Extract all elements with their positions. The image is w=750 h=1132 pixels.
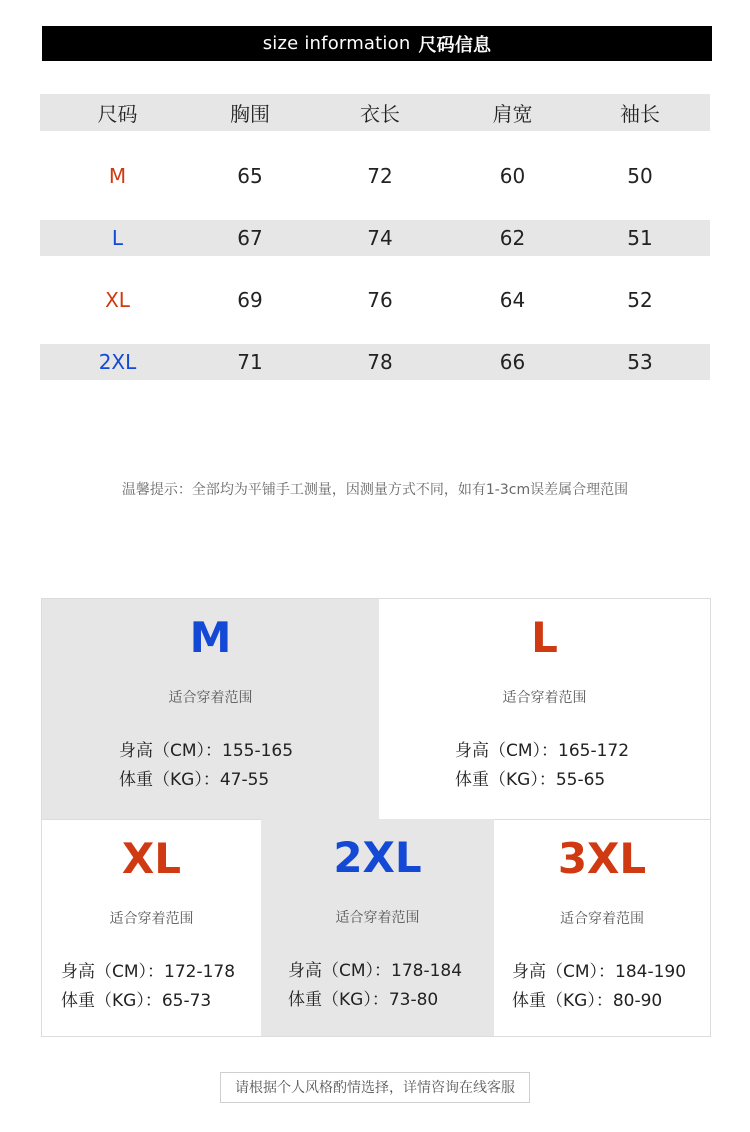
table-row <box>40 220 710 256</box>
table-row <box>40 282 710 318</box>
fit-card-height: 身高（CM）：184-190 <box>512 962 687 982</box>
fit-card-2xl <box>261 819 494 1036</box>
row-size: M <box>108 164 127 188</box>
fit-card-xl <box>42 819 261 1036</box>
fit-card-details <box>512 958 686 1016</box>
row-length: 78 <box>367 350 393 374</box>
footer-note: 请根据个人风格酌情选择，详情咨询在线客服 <box>220 1072 530 1103</box>
row-sleeve: 50 <box>627 164 653 188</box>
row-length: 74 <box>367 226 393 250</box>
fit-card-size: 3XL <box>557 834 647 883</box>
row-shoulder: 66 <box>499 350 526 374</box>
size-info-banner <box>42 26 712 61</box>
row-size: XL <box>105 288 130 312</box>
fit-card-3xl <box>494 819 710 1036</box>
fit-card-subtitle: 适合穿着范围 <box>560 911 644 927</box>
banner-title-en: size information <box>262 33 411 54</box>
fit-card-l <box>379 599 710 819</box>
row-sleeve: 51 <box>627 226 653 250</box>
row-length: 72 <box>367 164 393 188</box>
header-length: 衣长 <box>360 102 400 126</box>
header-chest: 胸围 <box>230 102 270 126</box>
row-length: 76 <box>367 288 393 312</box>
fit-card-weight: 体重（KG）：55-65 <box>455 770 606 790</box>
row-shoulder: 62 <box>499 226 526 250</box>
fit-card-details <box>288 957 462 1015</box>
fit-card-subtitle: 适合穿着范围 <box>502 690 587 706</box>
fit-card-m <box>42 599 379 819</box>
fit-card-weight: 体重（KG）：73-80 <box>288 990 439 1010</box>
row-size: L <box>111 226 124 250</box>
header-size: 尺码 <box>97 102 138 126</box>
fit-card-size: XL <box>121 834 182 883</box>
row-chest: 67 <box>237 226 263 250</box>
header-sleeve: 袖长 <box>620 102 660 126</box>
fit-card-details <box>61 958 235 1016</box>
fit-card-height: 身高（CM）：172-178 <box>61 962 236 982</box>
row-sleeve: 53 <box>627 350 653 374</box>
row-size: 2XL <box>98 350 137 374</box>
row-chest: 71 <box>237 350 263 374</box>
fit-card-details <box>119 737 293 795</box>
row-shoulder: 64 <box>499 288 526 312</box>
table-row <box>40 344 710 380</box>
fit-card-subtitle: 适合穿着范围 <box>168 690 253 706</box>
fit-card-height: 身高（CM）：155-165 <box>119 741 294 761</box>
fit-card-weight: 体重（KG）：47-55 <box>119 770 270 790</box>
footer-wrap <box>0 1072 750 1103</box>
fit-card-size: L <box>531 613 558 662</box>
row-shoulder: 60 <box>499 164 526 188</box>
row-sleeve: 52 <box>627 288 653 312</box>
row-chest: 69 <box>237 288 263 312</box>
fit-card-subtitle: 适合穿着范围 <box>335 910 420 926</box>
fit-card-subtitle: 适合穿着范围 <box>109 911 194 927</box>
banner-title-cn: 尺码信息 <box>418 34 492 56</box>
measurement-tip: 温馨提示：全部均为平铺手工测量，因测量方式不同，如有1-3cm误差属合理范围 <box>121 482 629 498</box>
fit-range-grid <box>41 598 711 1037</box>
row-chest: 65 <box>237 164 263 188</box>
fit-card-weight: 体重（KG）：80-90 <box>512 991 663 1011</box>
fit-card-size: M <box>189 613 232 662</box>
fit-card-height: 身高（CM）：178-184 <box>288 961 463 981</box>
fit-card-weight: 体重（KG）：65-73 <box>61 991 212 1011</box>
fit-card-height: 身高（CM）：165-172 <box>455 741 630 761</box>
fit-card-size: 2XL <box>333 833 422 882</box>
fit-card-details <box>455 737 629 795</box>
table-row <box>40 158 710 194</box>
size-table <box>40 94 710 406</box>
header-shoulder: 肩宽 <box>492 102 533 126</box>
table-header-row <box>40 94 710 131</box>
